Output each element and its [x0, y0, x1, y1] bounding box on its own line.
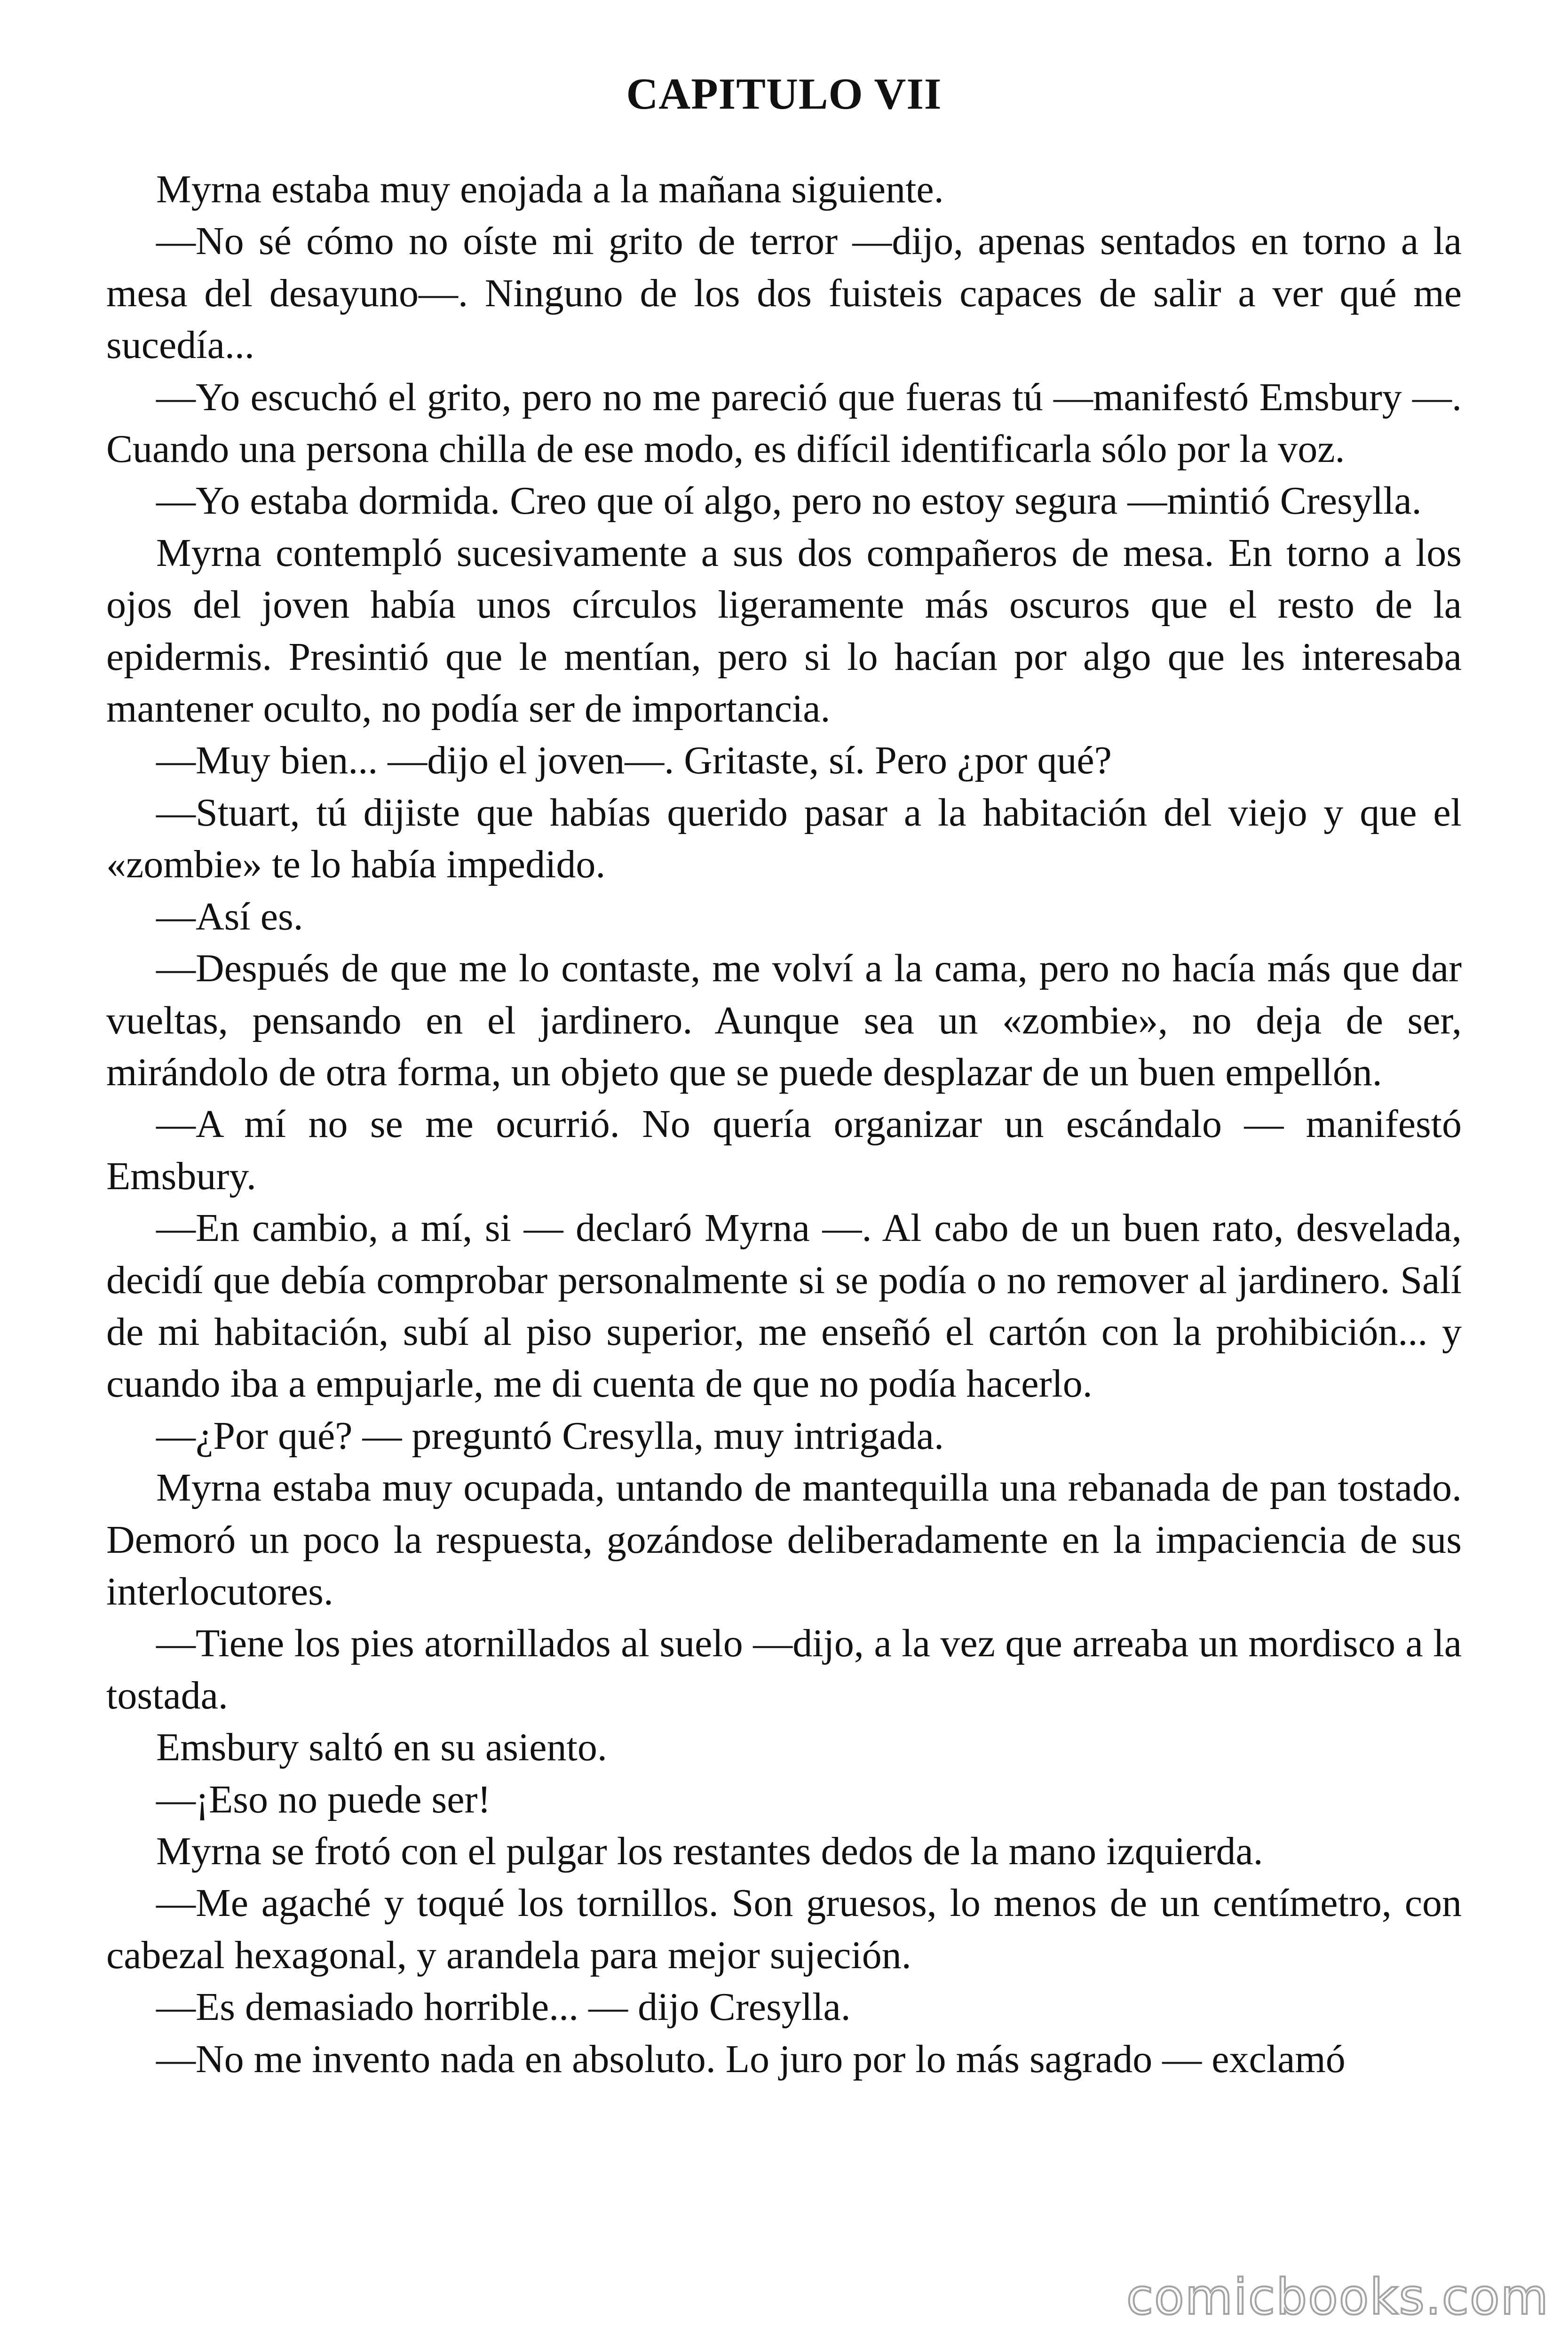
paragraph: —Yo escuchó el grito, pero no me pareció que fueras tú —manifestó Emsbury —. Cuando una persona chilla de ese modo, es difícil identificarla sólo por la voz.	[106, 375, 1462, 471]
watermark: comicbooks.com	[1126, 2268, 1549, 2326]
paragraph: Myrna estaba muy enojada a la mañana siguiente.	[156, 167, 944, 211]
paragraph: Myrna estaba muy ocupada, untando de mantequilla una rebanada de pan tostado. Demoró un poco la respuesta, gozándose deliberadamente en la impaciencia de sus interlocutores.	[106, 1466, 1462, 1613]
paragraph: —Me agaché y toqué los tornillos. Son gruesos, lo menos de un centímetro, con cabezal hexagonal, y arandela para mejor sujeción.	[106, 1881, 1462, 1977]
paragraph: Myrna contempló sucesivamente a sus dos compañeros de mesa. En torno a los ojos del joven había unos círculos ligeramente más oscuros que el resto de la epidermis. Presintió que le mentían, pero si lo hacían por algo que les interesaba mantener oculto, no podía ser de importancia.	[106, 531, 1462, 731]
chapter-body	[106, 164, 1462, 2085]
paragraph: —Es demasiado horrible... — dijo Cresylla.	[156, 1985, 851, 2029]
paragraph: Emsbury saltó en su asiento.	[156, 1725, 607, 1770]
paragraph: —Stuart, tú dijiste que habías querido pasar a la habitación del viejo y que el «zombie» te lo había impedido.	[106, 790, 1462, 887]
paragraph: —Muy bien... —dijo el joven—. Gritaste, sí. Pero ¿por qué?	[156, 739, 1112, 783]
paragraph: —En cambio, a mí, si — declaró Myrna —. Al cabo de un buen rato, desvelada, decidí que debía comprobar personalmente si se podía o no remover al jardinero. Salí de mi habitación, subí al piso superior, me enseñó el cartón con la prohibición... y cuando iba a empujarle, me di cuenta de que no podía hacerlo.	[106, 1206, 1462, 1406]
chapter-title: CAPITULO VII	[626, 70, 942, 119]
paragraph: —¡Eso no puede ser!	[156, 1777, 491, 1821]
paragraph: Myrna se frotó con el pulgar los restantes dedos de la mano izquierda.	[156, 1829, 1263, 1873]
paragraph: —¿Por qué? — preguntó Cresylla, muy intrigada.	[156, 1414, 944, 1458]
paragraph: —Yo estaba dormida. Creo que oí algo, pero no estoy segura —mintió Cresylla.	[156, 479, 1422, 523]
paragraph: —No me invento nada en absoluto. Lo juro por lo más sagrado — exclamó	[156, 2037, 1346, 2081]
paragraph: —Tiene los pies atornillados al suelo —dijo, a la vez que arreaba un mordisco a la tostada.	[106, 1621, 1462, 1717]
paragraph: —No sé cómo no oíste mi grito de terror —dijo, apenas sentados en torno a la mesa del desayuno—. Ninguno de los dos fuisteis capaces de salir a ver qué me sucedía...	[106, 219, 1462, 367]
paragraph: —Así es.	[156, 894, 303, 938]
paragraph: —Después de que me lo contaste, me volví a la cama, pero no hacía más que dar vueltas, pensando en el jardinero. Aunque sea un «zombie», no deja de ser, mirándolo de otra forma, un objeto que se puede desplazar de un buen empellón.	[106, 946, 1462, 1094]
paragraph: —A mí no se me ocurrió. No quería organizar un escándalo — manifestó Emsbury.	[106, 1102, 1462, 1198]
